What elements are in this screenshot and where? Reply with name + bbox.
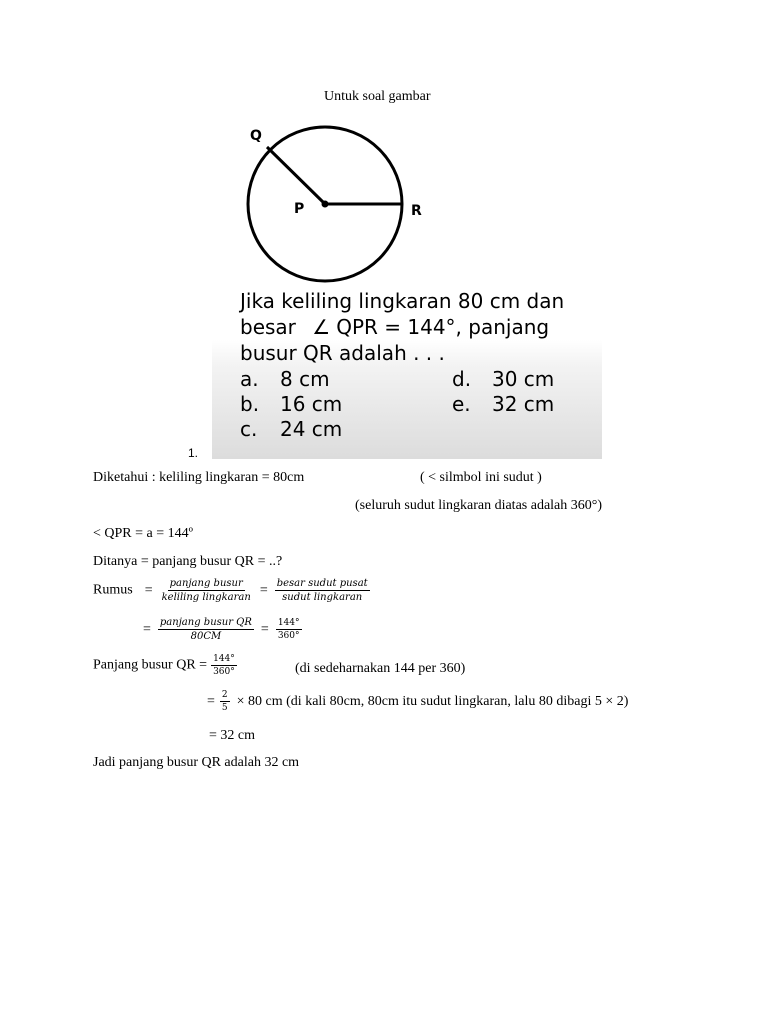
rumus-frac1-num: panjang busur: [169, 578, 243, 589]
radius-pq: [267, 147, 325, 204]
step2-frac2-den: 360°: [277, 631, 300, 641]
conclusion-line: Jadi panjang busur QR adalah 32 cm: [93, 755, 300, 770]
problem-line-1: Jika keliling lingkaran 80 cm dan: [240, 289, 565, 313]
problem-line-2-post: QPR = 144°, panjang: [336, 315, 550, 339]
option-d-text: 30 cm: [492, 367, 555, 391]
angle-icon: ∠: [312, 315, 331, 339]
angle-note: (seluruh sudut lingkaran diatas adalah 360°): [355, 498, 603, 513]
qpr-line: < QPR = a = 144º: [93, 526, 193, 541]
rumus-frac2-num: besar sudut pusat: [276, 578, 368, 589]
option-e: [452, 392, 554, 416]
list-number: 1.: [188, 446, 199, 460]
option-e-label: e.: [452, 392, 471, 416]
option-b-text: 16 cm: [280, 392, 343, 416]
step2-fraction-1: [158, 617, 254, 642]
problem-box: [212, 289, 602, 459]
step3-frac-den: 5: [221, 703, 228, 713]
step3-rest: × 80 cm (di kali 80cm, 80cm itu sudut lingkaran, lalu 80 dibagi 5 × 2): [236, 693, 629, 709]
rumus-fraction-2: [275, 578, 370, 603]
option-a-label: a.: [240, 367, 259, 391]
option-b: [240, 392, 342, 416]
option-a: [240, 367, 330, 391]
diketahui-line: Diketahui : keliling lingkaran = 80cm: [93, 470, 305, 485]
ditanya-line: Ditanya = panjang busur QR = ..?: [93, 554, 283, 569]
panjang-label: Panjang busur QR =: [93, 657, 208, 673]
option-e-text: 32 cm: [492, 392, 555, 416]
label-r: R: [411, 203, 422, 219]
option-d-label: d.: [452, 367, 472, 391]
option-d: [452, 367, 554, 391]
rumus-line: Rumus = $\frac{\text{panjang busur}}{\text{keliling lingkaran}}$ = $\frac{\text{besar sudut pusat}}{\text{sudut lingkaran}}$: [93, 578, 368, 603]
rumus-label: Rumus: [93, 582, 133, 598]
step2-fraction-2: [276, 618, 302, 641]
panjang-note: (di sedeharnakan 144 per 360): [295, 661, 466, 676]
step2-frac1-den: 80CM: [190, 631, 222, 642]
step3-frac-num: 2: [221, 690, 228, 700]
circle-figure: [230, 118, 440, 283]
option-a-text: 8 cm: [280, 367, 330, 391]
problem-line-2-pre: besar: [240, 315, 296, 339]
rumus-frac2-den: sudut lingkaran: [282, 592, 363, 603]
rumus-frac1-den: keliling lingkaran: [161, 592, 251, 603]
panjang-frac-num: 144°: [213, 654, 235, 664]
step3-line: = $\frac{2}{5}$ × 80 cm (di kali 80cm, 80cm itu sudut lingkaran, lalu 80 dibagi 5 × 2): [207, 690, 629, 713]
step3-fraction: [220, 690, 230, 713]
problem-line-3: busur QR adalah . . .: [240, 341, 445, 365]
option-b-label: b.: [240, 392, 260, 416]
step2-line: = $\frac{\text{panjang busur QR}}{80CM}$ = $\frac{144^\circ}{360^\circ}$: [143, 617, 300, 642]
option-c: [240, 417, 342, 441]
panjang-line: [93, 654, 237, 677]
label-p: P: [294, 201, 305, 217]
option-c-text: 24 cm: [280, 417, 343, 441]
panjang-frac-den: 360°: [213, 667, 235, 677]
step2-frac2-num: 144°: [277, 618, 300, 628]
result-line: = 32 cm: [209, 728, 255, 743]
center-point: [322, 201, 329, 208]
symbol-note: ( < silmbol ini sudut ): [420, 470, 542, 485]
label-q: Q: [250, 128, 262, 144]
step2-frac1-num: panjang busur QR: [159, 617, 252, 628]
problem-line-2: [240, 315, 549, 339]
panjang-fraction: [211, 654, 237, 677]
rumus-fraction-1: [160, 578, 253, 603]
page-heading: Untuk soal gambar: [324, 89, 431, 104]
option-c-label: c.: [240, 417, 258, 441]
